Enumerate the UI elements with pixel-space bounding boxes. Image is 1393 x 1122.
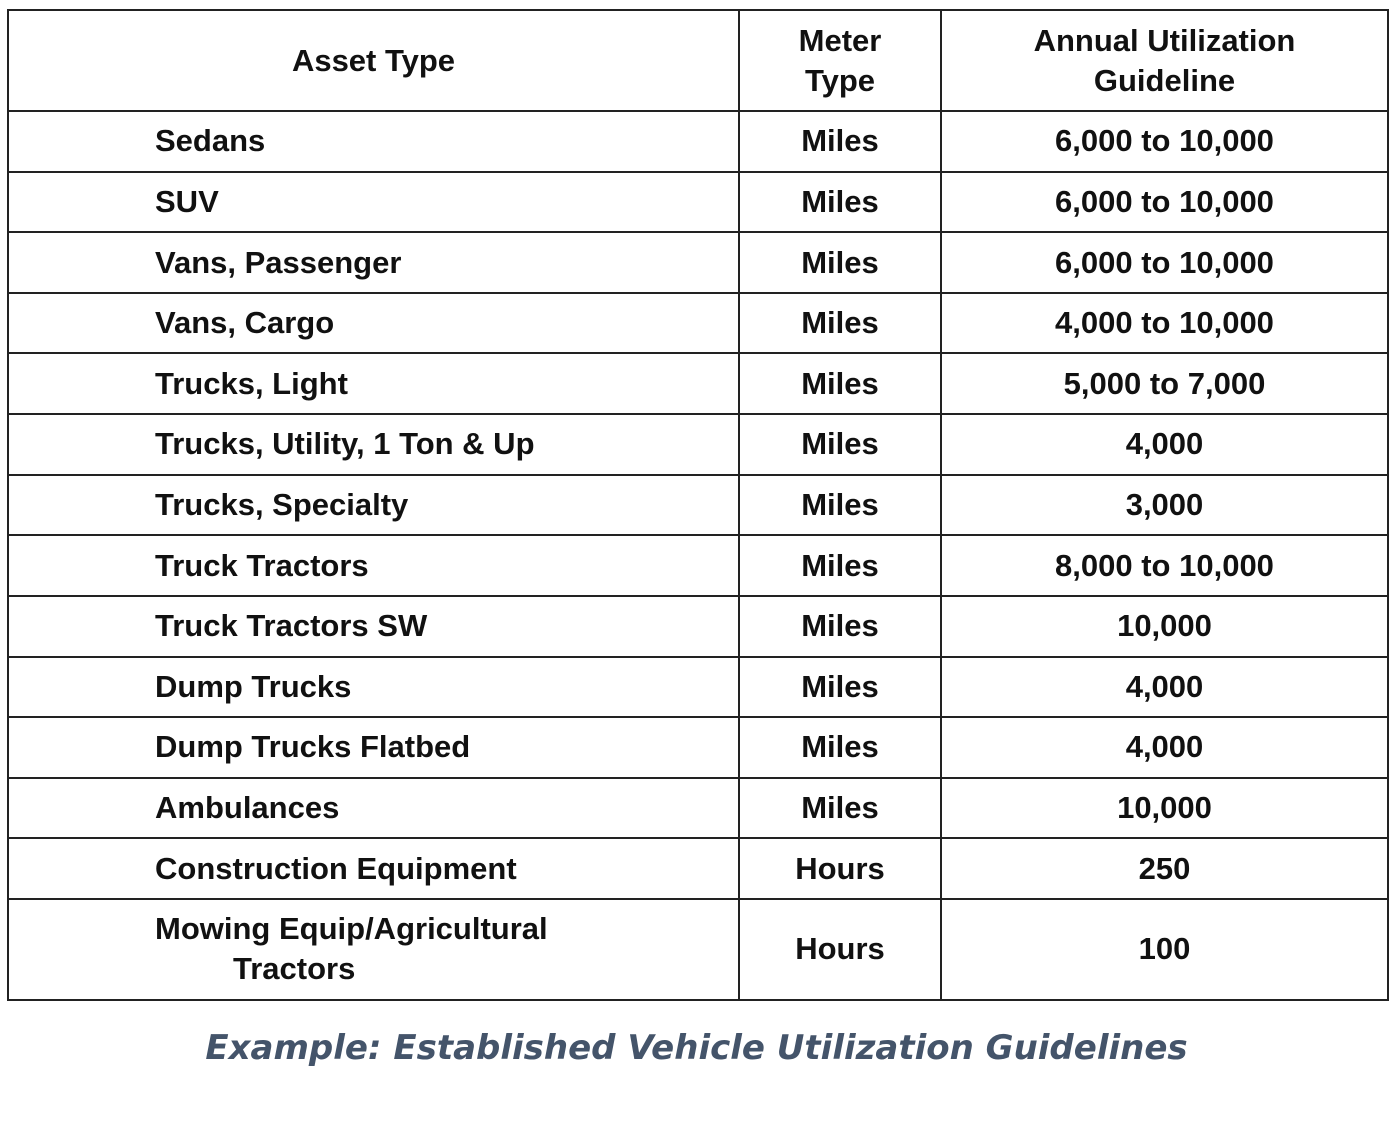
guideline-cell: 8,000 to 10,000 — [941, 535, 1388, 596]
guideline-cell: 4,000 — [941, 657, 1388, 718]
guideline-cell: 10,000 — [941, 778, 1388, 839]
table-row — [8, 778, 1388, 839]
table-row — [8, 657, 1388, 718]
asset-type-cell — [8, 111, 739, 172]
guideline-cell: 6,000 to 10,000 — [941, 232, 1388, 293]
table-row — [8, 293, 1388, 354]
meter-type-cell: Miles — [739, 475, 941, 536]
header-meter-type-line2: Type — [804, 62, 876, 98]
asset-type-text: Trucks, Utility, 1 Ton & Up — [155, 426, 535, 462]
guideline-cell: 250 — [941, 838, 1388, 899]
asset-type-text: Vans, Cargo — [155, 305, 335, 341]
guideline-cell: 6,000 to 10,000 — [941, 172, 1388, 233]
asset-type-line1: Mowing Equip/Agricultural — [155, 911, 548, 947]
asset-type-text: Construction Equipment — [155, 850, 517, 886]
guideline-cell: 6,000 to 10,000 — [941, 111, 1388, 172]
asset-type-cell — [8, 596, 739, 657]
table-header-row — [8, 10, 1388, 111]
asset-type-cell — [8, 899, 739, 1000]
guideline-cell: 10,000 — [941, 596, 1388, 657]
header-meter-type — [739, 10, 941, 111]
asset-type-text: Ambulances — [155, 790, 340, 826]
asset-type-text: Truck Tractors SW — [155, 608, 428, 644]
table-row — [8, 838, 1388, 899]
table-row — [8, 899, 1388, 1000]
meter-type-cell: Miles — [739, 717, 941, 778]
table-row — [8, 717, 1388, 778]
table-row — [8, 596, 1388, 657]
asset-type-text: Sedans — [155, 123, 266, 159]
header-asset-type-label: Asset Type — [291, 42, 456, 78]
asset-type-cell — [8, 232, 739, 293]
asset-type-line2: Tractors — [233, 951, 356, 987]
table-row — [8, 353, 1388, 414]
meter-type-cell: Miles — [739, 657, 941, 718]
asset-type-cell — [8, 657, 739, 718]
meter-type-cell: Miles — [739, 232, 941, 293]
asset-type-cell — [8, 172, 739, 233]
asset-type-cell — [8, 838, 739, 899]
guideline-cell: 100 — [941, 899, 1388, 1000]
asset-type-cell — [8, 293, 739, 354]
header-guideline-line1: Annual Utilization — [1033, 22, 1296, 58]
asset-type-text: Trucks, Specialty — [155, 486, 409, 522]
guideline-cell: 4,000 — [941, 717, 1388, 778]
meter-type-cell: Miles — [739, 596, 941, 657]
table-caption: Example: Established Vehicle Utilization Guidelines — [205, 1028, 1188, 1068]
table-row — [8, 232, 1388, 293]
asset-type-cell — [8, 353, 739, 414]
meter-type-cell: Miles — [739, 111, 941, 172]
header-guideline-line2: Guideline — [1093, 62, 1236, 98]
table-row — [8, 414, 1388, 475]
asset-type-cell — [8, 717, 739, 778]
table-body — [8, 111, 1388, 1000]
table-row — [8, 111, 1388, 172]
guideline-cell: 4,000 — [941, 414, 1388, 475]
utilization-table — [7, 9, 1389, 1001]
asset-type-text: Dump Trucks Flatbed — [155, 729, 471, 765]
asset-type-text: Vans, Passenger — [155, 244, 402, 280]
meter-type-cell: Miles — [739, 414, 941, 475]
asset-type-text: Truck Tractors — [155, 547, 369, 583]
guideline-cell: 4,000 to 10,000 — [941, 293, 1388, 354]
table-row — [8, 475, 1388, 536]
asset-type-cell — [8, 778, 739, 839]
meter-type-cell: Miles — [739, 535, 941, 596]
guideline-cell: 5,000 to 7,000 — [941, 353, 1388, 414]
header-asset-type — [8, 10, 739, 111]
guideline-cell: 3,000 — [941, 475, 1388, 536]
header-meter-type-line1: Meter — [798, 22, 882, 58]
meter-type-cell: Hours — [739, 838, 941, 899]
header-guideline — [941, 10, 1388, 111]
asset-type-cell — [8, 535, 739, 596]
table-row — [8, 535, 1388, 596]
asset-type-text: Dump Trucks — [155, 668, 352, 704]
table-row — [8, 172, 1388, 233]
asset-type-cell — [8, 475, 739, 536]
meter-type-cell: Miles — [739, 293, 941, 354]
asset-type-text: SUV — [155, 183, 219, 219]
asset-type-text: Trucks, Light — [155, 365, 348, 401]
meter-type-cell: Miles — [739, 353, 941, 414]
asset-type-cell — [8, 414, 739, 475]
meter-type-cell: Miles — [739, 778, 941, 839]
meter-type-cell: Miles — [739, 172, 941, 233]
meter-type-cell: Hours — [739, 899, 941, 1000]
